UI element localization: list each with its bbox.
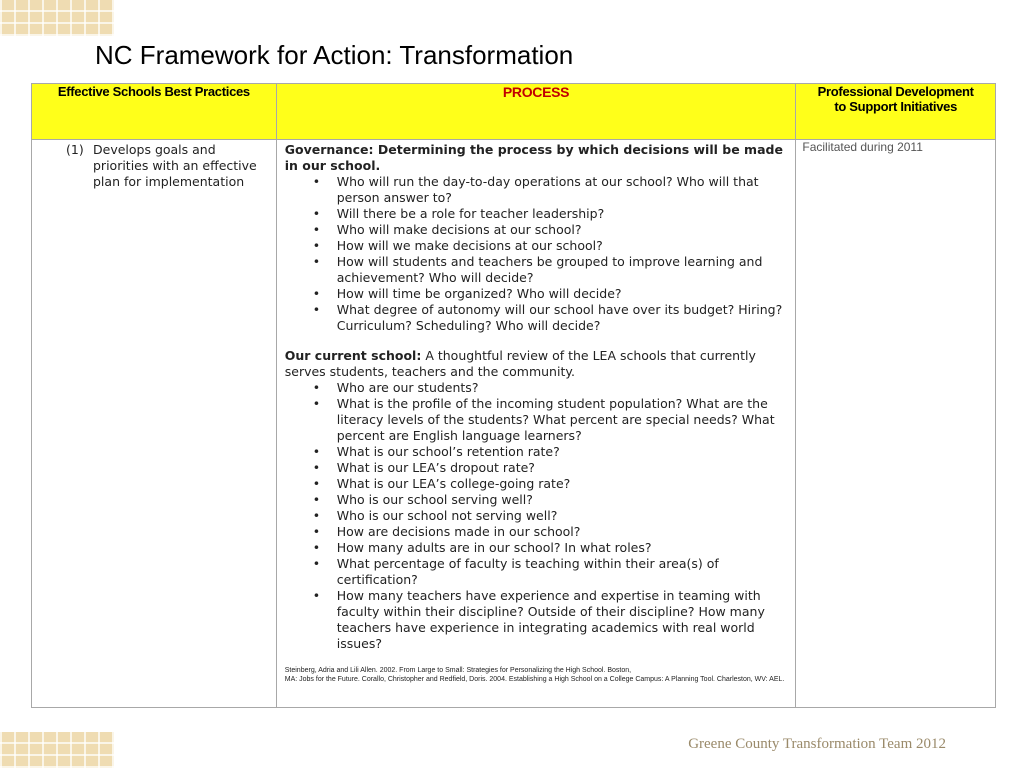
question-item: • How will time be organized? Who will decide?: [309, 286, 790, 302]
reference-line: Steinberg, Adria and Lili Allen. 2002. From Large to Small: Strategies for Personalizing the High School. Boston,: [284, 667, 632, 674]
body-row: [32, 140, 996, 708]
practice-item: [32, 140, 276, 190]
current-school-label: Our current school:: [284, 348, 422, 363]
question-item: • How many teachers have experience and expertise in teaming with faculty within their discipline? Outside of their discipline? How many teachers have experience in integrating academics with real world issues?: [309, 588, 790, 652]
question-item: • Who is our school not serving well?: [309, 508, 790, 524]
question-item: • How will we make decisions at our school?: [309, 238, 790, 254]
question-item: • What degree of autonomy will our school have over its budget? Hiring? Curriculum? Scheduling? Who will decide?: [309, 302, 790, 334]
question-item: • Who will run the day-to-day operations at our school? Who will that person answer to?: [309, 174, 790, 206]
references: [285, 666, 790, 684]
question-item: • What percentage of faculty is teaching within their area(s) of certification?: [309, 556, 790, 588]
slide-title: NC Framework for Action: Transformation: [95, 40, 574, 70]
practices-cell: [32, 140, 277, 708]
header-pd-line1: Professional Development: [817, 84, 974, 99]
question-item: • What is our school’s retention rate?: [309, 444, 790, 460]
footer-text: Greene County Transformation Team 2012: [688, 736, 946, 752]
current-school-description: A thoughtful review of the LEA schools that currently serves students, teachers and the community.: [284, 348, 756, 379]
reference-line: MA: Jobs for the Future. Corallo, Christopher and Redfield, Doris. 2004. Establishing a High School on a College Campus: A Planning Tool. Charleston, WV: AEL.: [284, 676, 785, 683]
pd-clipped-text: Facilitated during 2011: [802, 140, 923, 154]
process-cell: [276, 140, 796, 708]
current-school-heading: [285, 348, 790, 380]
corner-decoration-bottom: [0, 732, 114, 768]
question-item: • What is the profile of the incoming student population? What are the literacy levels of the students? What percent are special needs? What percent are English language learners?: [309, 396, 790, 444]
governance-heading: Governance: Determining the process by which decisions will be made in our school.: [284, 142, 783, 173]
question-item: • What is our LEA’s dropout rate?: [309, 460, 790, 476]
question-item: • How will students and teachers be grouped to improve learning and achievement? Who will decide?: [309, 254, 790, 286]
framework-table: [31, 83, 996, 708]
governance-questions: [285, 174, 790, 334]
header-process: PROCESS: [276, 84, 796, 140]
practice-text: Develops goals and priorities with an effective plan for implementation: [93, 142, 257, 189]
question-item: • Will there be a role for teacher leadership?: [309, 206, 790, 222]
professional-development-cell: [796, 140, 996, 708]
current-school-questions: [285, 380, 790, 652]
question-item: • How many adults are in our school? In what roles?: [309, 540, 790, 556]
corner-decoration-top: [0, 0, 114, 36]
question-item: • Who will make decisions at our school?: [309, 222, 790, 238]
practice-number: (1): [66, 142, 84, 157]
question-item: • Who are our students?: [309, 380, 790, 396]
question-item: • What is our LEA’s college-going rate?: [309, 476, 790, 492]
question-item: • How are decisions made in our school?: [309, 524, 790, 540]
question-item: • Who is our school serving well?: [309, 492, 790, 508]
header-practices: Effective Schools Best Practices: [32, 84, 277, 140]
header-pd-line2: to Support Initiatives: [834, 99, 958, 114]
header-professional-development: [796, 84, 996, 140]
header-row: [32, 84, 996, 140]
